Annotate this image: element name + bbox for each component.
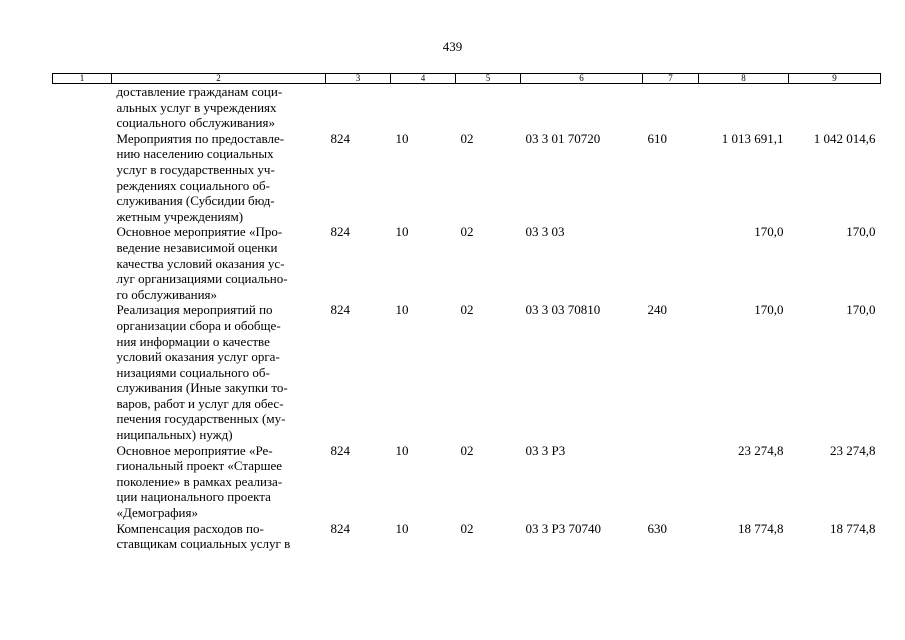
budget-table xyxy=(52,73,881,552)
sum2-cell: 23 274,8 xyxy=(830,442,876,458)
column-header-5: 5 xyxy=(456,74,521,84)
pr-cell: 02 xyxy=(460,302,474,318)
column-header-1: 1 xyxy=(53,74,112,84)
row-number-cell xyxy=(53,224,112,302)
sum2-cell: 170,0 xyxy=(846,224,876,240)
gr-cell: 824 xyxy=(330,442,350,458)
gr-cell: 824 xyxy=(330,520,350,536)
rz-cell: 10 xyxy=(395,520,409,536)
row-number-cell xyxy=(53,443,112,521)
row-number-cell xyxy=(53,131,112,225)
pr-cell xyxy=(456,84,521,131)
csr-cell: 03 3 P3 70740 xyxy=(525,520,601,536)
table-row xyxy=(53,224,881,302)
vr-cell: 610 xyxy=(647,130,667,146)
table-row xyxy=(53,84,881,131)
rz-cell: 10 xyxy=(395,302,409,318)
table-row xyxy=(53,443,881,521)
row-name-cell: Реализация мероприятий по организации сбора и обобще- ния информации о качестве условий оказания услуг орга- низациями социального об- служивания (Иные закупки то- варов, работ и услуг для обес- печения государственных (му- ниципальных) нужд) xyxy=(116,302,288,443)
sum1-cell: 23 274,8 xyxy=(738,442,784,458)
vr-cell: 630 xyxy=(647,520,667,536)
gr-cell xyxy=(326,84,391,131)
pr-cell: 02 xyxy=(460,520,474,536)
sum2-cell: 18 774,8 xyxy=(830,520,876,536)
column-header-7: 7 xyxy=(643,74,699,84)
rz-cell: 10 xyxy=(395,224,409,240)
csr-cell xyxy=(521,84,643,131)
vr-cell xyxy=(643,84,699,131)
column-header-2: 2 xyxy=(112,74,326,84)
gr-cell: 824 xyxy=(330,130,350,146)
table-row xyxy=(53,302,881,442)
sum2-cell xyxy=(789,84,881,131)
row-number-cell xyxy=(53,84,112,131)
sum1-cell: 170,0 xyxy=(754,302,784,318)
row-name-cell: Мероприятия по предоставле- нию населению социальных услуг в государственных уч- реждениях социального об- служивания (Субсидии бюд- жетным учреждениям) xyxy=(116,130,285,224)
pr-cell: 02 xyxy=(460,224,474,240)
csr-cell: 03 3 P3 xyxy=(525,442,566,458)
vr-cell xyxy=(643,443,699,521)
pr-cell: 02 xyxy=(460,442,474,458)
table-row xyxy=(53,131,881,225)
column-header-3: 3 xyxy=(326,74,391,84)
gr-cell: 824 xyxy=(330,302,350,318)
sum1-cell xyxy=(699,84,789,131)
row-number-cell xyxy=(53,521,112,552)
table-header-row xyxy=(53,74,881,84)
row-name-cell: Основное мероприятие «Про- ведение независимой оценки качества условий оказания ус- луг организациями социально- го обслуживания» xyxy=(116,224,288,302)
column-header-6: 6 xyxy=(521,74,643,84)
row-name-cell: Основное мероприятие «Ре- гиональный проект «Старшее поколение» в рамках реализа- ции национального проекта «Демография» xyxy=(116,442,283,521)
row-name-cell: доставление гражданам соци- альных услуг в учреждениях социального обслуживания» xyxy=(116,84,283,131)
rz-cell: 10 xyxy=(395,442,409,458)
vr-cell xyxy=(643,224,699,302)
column-header-9: 9 xyxy=(789,74,881,84)
row-name-cell: Компенсация расходов по- ставщикам социальных услуг в xyxy=(116,520,291,552)
column-header-8: 8 xyxy=(699,74,789,84)
page-number: 439 xyxy=(442,39,463,54)
csr-cell: 03 3 01 70720 xyxy=(525,130,601,146)
sum2-cell: 170,0 xyxy=(846,302,876,318)
sum1-cell: 18 774,8 xyxy=(738,520,784,536)
rz-cell xyxy=(391,84,456,131)
column-header-4: 4 xyxy=(391,74,456,84)
row-number-cell xyxy=(53,302,112,442)
sum1-cell: 1 013 691,1 xyxy=(721,130,784,146)
pr-cell: 02 xyxy=(460,130,474,146)
gr-cell: 824 xyxy=(330,224,350,240)
table-row xyxy=(53,521,881,552)
csr-cell: 03 3 03 70810 xyxy=(525,302,601,318)
sum1-cell: 170,0 xyxy=(754,224,784,240)
sum2-cell: 1 042 014,6 xyxy=(813,130,876,146)
vr-cell: 240 xyxy=(647,302,667,318)
csr-cell: 03 3 03 xyxy=(525,224,565,240)
rz-cell: 10 xyxy=(395,130,409,146)
